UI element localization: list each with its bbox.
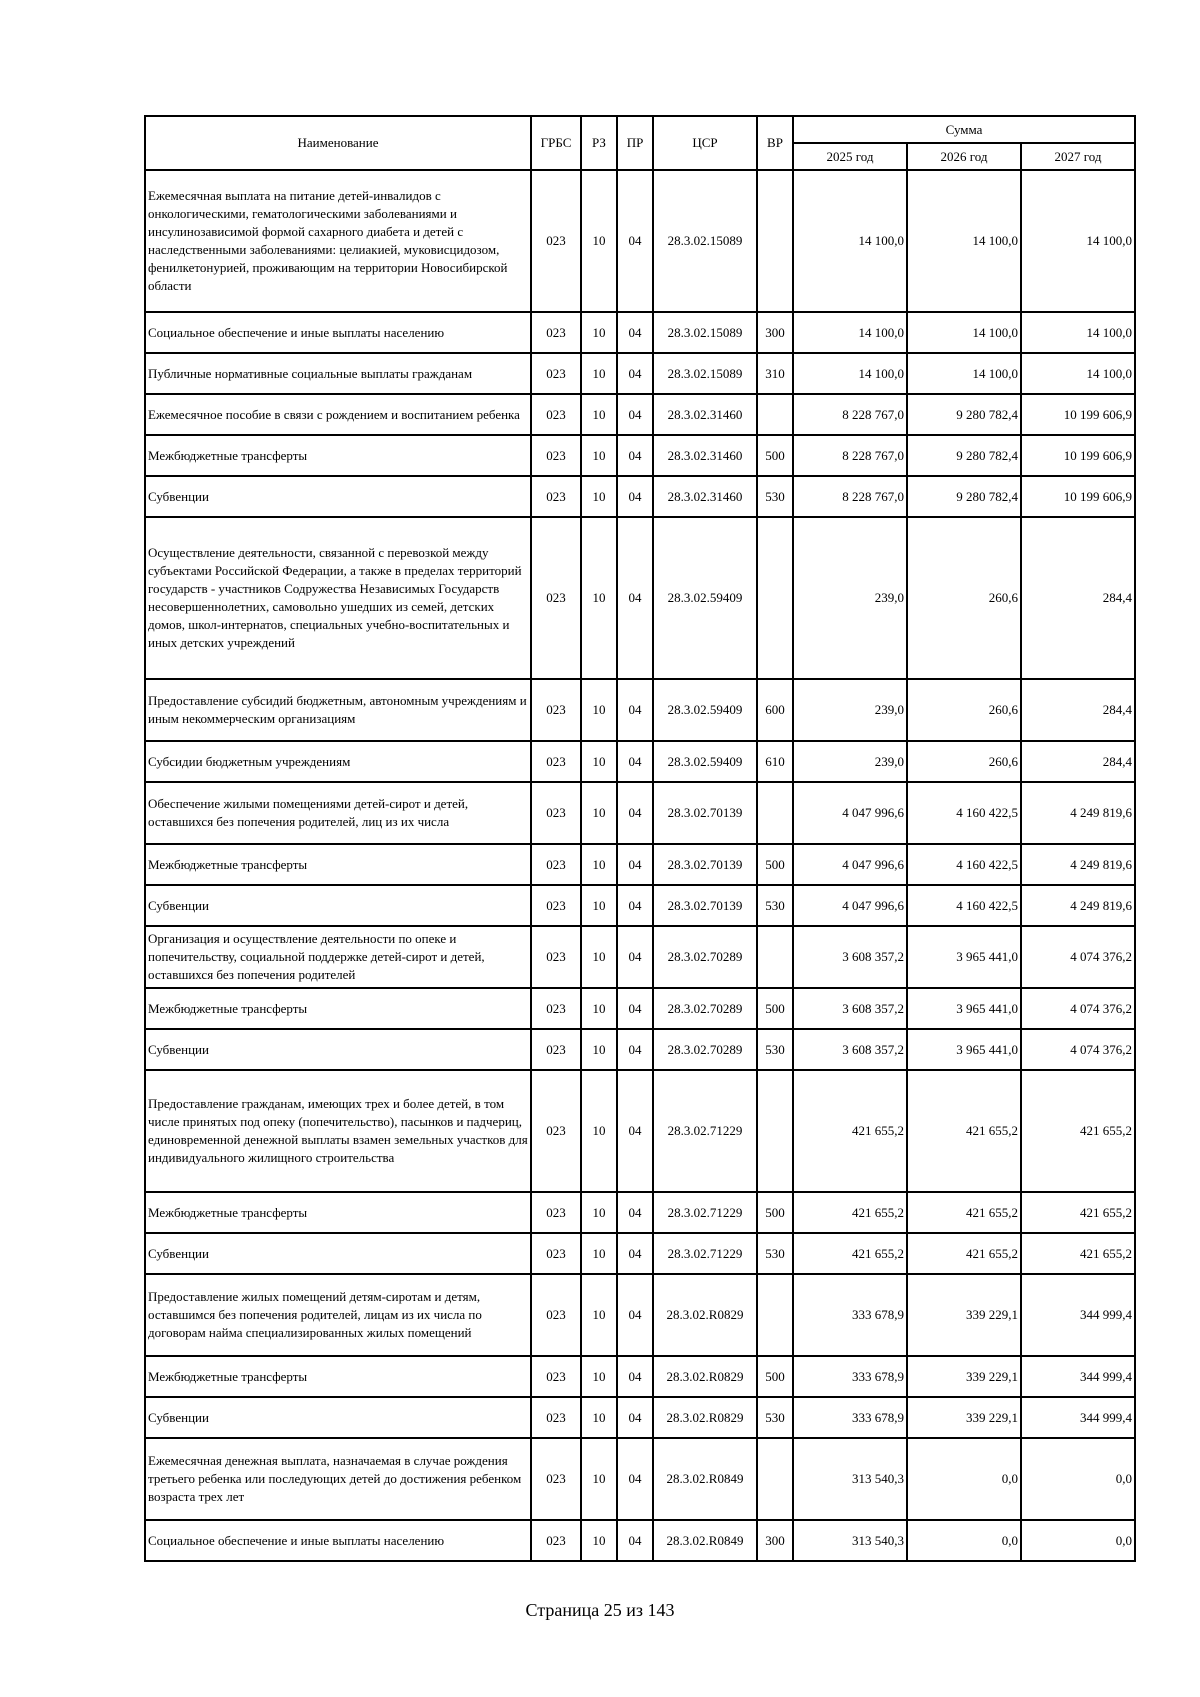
row-amount-2026: 3 965 441,0 [907, 926, 1021, 988]
row-rz: 10 [581, 1233, 617, 1274]
row-name: Субвенции [145, 476, 531, 517]
row-rz: 10 [581, 1397, 617, 1438]
row-amount-2027: 14 100,0 [1021, 312, 1135, 353]
row-amount-2027: 10 199 606,9 [1021, 394, 1135, 435]
row-name: Предоставление гражданам, имеющих трех и более детей, в том числе принятых под опеку (попечительство), пасынков и падчериц, единовременной денежной выплаты взамен земельных участков для индивидуального жилищного строительства [145, 1070, 531, 1192]
row-csr: 28.3.02.R0829 [653, 1274, 757, 1356]
row-pr: 04 [617, 926, 653, 988]
row-vr: 500 [757, 1192, 793, 1233]
header-year-2026: 2026 год [907, 143, 1021, 170]
row-amount-2027: 14 100,0 [1021, 170, 1135, 312]
row-grbs: 023 [531, 844, 581, 885]
table-row [145, 926, 1135, 988]
table-row [145, 476, 1135, 517]
row-amount-2026: 260,6 [907, 679, 1021, 741]
row-grbs: 023 [531, 885, 581, 926]
row-amount-2026: 421 655,2 [907, 1233, 1021, 1274]
row-rz: 10 [581, 679, 617, 741]
header-name: Наименование [145, 116, 531, 170]
row-pr: 04 [617, 844, 653, 885]
row-vr: 530 [757, 885, 793, 926]
row-rz: 10 [581, 517, 617, 679]
row-grbs: 023 [531, 1070, 581, 1192]
row-amount-2026: 4 160 422,5 [907, 885, 1021, 926]
row-rz: 10 [581, 170, 617, 312]
row-amount-2025: 8 228 767,0 [793, 435, 907, 476]
row-pr: 04 [617, 1029, 653, 1070]
header-year-2025: 2025 год [793, 143, 907, 170]
row-amount-2026: 0,0 [907, 1438, 1021, 1520]
row-name: Субвенции [145, 885, 531, 926]
table-header [145, 116, 1135, 170]
row-amount-2027: 4 249 819,6 [1021, 782, 1135, 844]
row-rz: 10 [581, 1192, 617, 1233]
row-name: Межбюджетные трансферты [145, 1192, 531, 1233]
row-rz: 10 [581, 741, 617, 782]
row-csr: 28.3.02.R0849 [653, 1520, 757, 1561]
table-row [145, 782, 1135, 844]
row-pr: 04 [617, 1438, 653, 1520]
row-name: Субвенции [145, 1397, 531, 1438]
row-amount-2025: 3 608 357,2 [793, 926, 907, 988]
row-amount-2025: 421 655,2 [793, 1233, 907, 1274]
row-amount-2026: 4 160 422,5 [907, 782, 1021, 844]
row-amount-2026: 9 280 782,4 [907, 394, 1021, 435]
row-grbs: 023 [531, 476, 581, 517]
row-amount-2025: 333 678,9 [793, 1274, 907, 1356]
table-row [145, 1029, 1135, 1070]
row-name: Предоставление субсидий бюджетным, автономным учреждениям и иным некоммерческим организациям [145, 679, 531, 741]
table-row [145, 1397, 1135, 1438]
row-vr [757, 1438, 793, 1520]
row-vr: 610 [757, 741, 793, 782]
row-name: Организация и осуществление деятельности по опеке и попечительству, социальной поддержке детей-сирот и детей, оставшихся без попечения родителей [145, 926, 531, 988]
row-grbs: 023 [531, 1397, 581, 1438]
row-vr: 310 [757, 353, 793, 394]
row-pr: 04 [617, 517, 653, 679]
row-csr: 28.3.02.70289 [653, 988, 757, 1029]
row-grbs: 023 [531, 312, 581, 353]
row-vr [757, 517, 793, 679]
row-grbs: 023 [531, 394, 581, 435]
row-amount-2026: 0,0 [907, 1520, 1021, 1561]
row-vr: 500 [757, 844, 793, 885]
row-amount-2026: 260,6 [907, 741, 1021, 782]
row-pr: 04 [617, 1233, 653, 1274]
row-amount-2027: 0,0 [1021, 1520, 1135, 1561]
table-row [145, 885, 1135, 926]
row-pr: 04 [617, 394, 653, 435]
row-rz: 10 [581, 988, 617, 1029]
row-amount-2025: 313 540,3 [793, 1520, 907, 1561]
row-csr: 28.3.02.15089 [653, 170, 757, 312]
row-amount-2026: 3 965 441,0 [907, 988, 1021, 1029]
row-grbs: 023 [531, 782, 581, 844]
row-amount-2026: 339 229,1 [907, 1274, 1021, 1356]
row-amount-2026: 260,6 [907, 517, 1021, 679]
table-row [145, 1070, 1135, 1192]
header-grbs: ГРБС [531, 116, 581, 170]
row-amount-2026: 14 100,0 [907, 312, 1021, 353]
row-amount-2025: 333 678,9 [793, 1397, 907, 1438]
row-amount-2025: 333 678,9 [793, 1356, 907, 1397]
row-rz: 10 [581, 926, 617, 988]
table-row [145, 394, 1135, 435]
row-amount-2025: 14 100,0 [793, 353, 907, 394]
row-rz: 10 [581, 782, 617, 844]
table-row [145, 988, 1135, 1029]
table-row [145, 1233, 1135, 1274]
row-amount-2025: 4 047 996,6 [793, 782, 907, 844]
row-vr: 300 [757, 1520, 793, 1561]
row-csr: 28.3.02.15089 [653, 353, 757, 394]
row-name: Субсидии бюджетным учреждениям [145, 741, 531, 782]
table-row [145, 1438, 1135, 1520]
row-amount-2027: 284,4 [1021, 679, 1135, 741]
row-csr: 28.3.02.R0849 [653, 1438, 757, 1520]
row-name: Ежемесячная денежная выплата, назначаемая в случае рождения третьего ребенка или последующих детей до достижения ребенком возраста трех лет [145, 1438, 531, 1520]
row-vr [757, 394, 793, 435]
row-amount-2026: 14 100,0 [907, 353, 1021, 394]
page-number: Страница 25 из 143 [525, 1600, 675, 1620]
row-pr: 04 [617, 435, 653, 476]
row-amount-2025: 4 047 996,6 [793, 885, 907, 926]
table-row [145, 679, 1135, 741]
row-rz: 10 [581, 1274, 617, 1356]
row-name: Ежемесячная выплата на питание детей-инвалидов с онкологическими, гематологическими заболеваниями и инсулинозависимой формой сахарного диабета и детей с наследственными заболеваниями: целиакией, муковисцидозом, фенилкетонурией, проживающим на территории Новосибирской области [145, 170, 531, 312]
row-pr: 04 [617, 476, 653, 517]
row-grbs: 023 [531, 1438, 581, 1520]
row-amount-2025: 239,0 [793, 679, 907, 741]
row-grbs: 023 [531, 170, 581, 312]
header-year-2027: 2027 год [1021, 143, 1135, 170]
row-grbs: 023 [531, 435, 581, 476]
row-vr: 530 [757, 1233, 793, 1274]
row-pr: 04 [617, 1520, 653, 1561]
row-amount-2026: 9 280 782,4 [907, 435, 1021, 476]
row-amount-2027: 4 074 376,2 [1021, 988, 1135, 1029]
row-vr: 500 [757, 988, 793, 1029]
row-grbs: 023 [531, 1029, 581, 1070]
row-vr: 530 [757, 1397, 793, 1438]
row-pr: 04 [617, 885, 653, 926]
row-grbs: 023 [531, 1356, 581, 1397]
row-vr [757, 1274, 793, 1356]
row-amount-2026: 9 280 782,4 [907, 476, 1021, 517]
row-rz: 10 [581, 1029, 617, 1070]
row-amount-2027: 284,4 [1021, 517, 1135, 679]
row-csr: 28.3.02.59409 [653, 517, 757, 679]
row-vr: 500 [757, 1356, 793, 1397]
table-row [145, 517, 1135, 679]
row-amount-2026: 14 100,0 [907, 170, 1021, 312]
row-name: Межбюджетные трансферты [145, 435, 531, 476]
table-row [145, 1520, 1135, 1561]
row-vr [757, 170, 793, 312]
row-vr: 500 [757, 435, 793, 476]
row-grbs: 023 [531, 1233, 581, 1274]
row-amount-2026: 421 655,2 [907, 1192, 1021, 1233]
row-csr: 28.3.02.71229 [653, 1233, 757, 1274]
row-pr: 04 [617, 1070, 653, 1192]
table-row [145, 170, 1135, 312]
row-pr: 04 [617, 1397, 653, 1438]
row-grbs: 023 [531, 741, 581, 782]
row-pr: 04 [617, 679, 653, 741]
table-row [145, 353, 1135, 394]
row-amount-2027: 10 199 606,9 [1021, 435, 1135, 476]
row-grbs: 023 [531, 926, 581, 988]
row-csr: 28.3.02.70289 [653, 926, 757, 988]
row-amount-2027: 10 199 606,9 [1021, 476, 1135, 517]
row-rz: 10 [581, 435, 617, 476]
header-vr: ВР [757, 116, 793, 170]
table-row [145, 1192, 1135, 1233]
table-row [145, 312, 1135, 353]
row-pr: 04 [617, 1192, 653, 1233]
row-name: Обеспечение жилыми помещениями детей-сирот и детей, оставшихся без попечения родителей, лиц из их числа [145, 782, 531, 844]
row-amount-2027: 344 999,4 [1021, 1356, 1135, 1397]
row-csr: 28.3.02.71229 [653, 1192, 757, 1233]
table-row [145, 1274, 1135, 1356]
row-pr: 04 [617, 170, 653, 312]
header-pr: ПР [617, 116, 653, 170]
row-amount-2025: 239,0 [793, 517, 907, 679]
header-rz: РЗ [581, 116, 617, 170]
header-sum: Сумма [793, 116, 1135, 143]
row-csr: 28.3.02.R0829 [653, 1397, 757, 1438]
row-name: Субвенции [145, 1029, 531, 1070]
row-amount-2027: 421 655,2 [1021, 1192, 1135, 1233]
row-name: Субвенции [145, 1233, 531, 1274]
row-amount-2025: 239,0 [793, 741, 907, 782]
row-amount-2025: 3 608 357,2 [793, 988, 907, 1029]
row-rz: 10 [581, 312, 617, 353]
row-csr: 28.3.02.31460 [653, 394, 757, 435]
row-amount-2027: 4 249 819,6 [1021, 844, 1135, 885]
table-row [145, 435, 1135, 476]
row-csr: 28.3.02.31460 [653, 435, 757, 476]
row-grbs: 023 [531, 517, 581, 679]
row-name: Межбюджетные трансферты [145, 844, 531, 885]
row-csr: 28.3.02.15089 [653, 312, 757, 353]
row-csr: 28.3.02.59409 [653, 679, 757, 741]
row-grbs: 023 [531, 679, 581, 741]
row-csr: 28.3.02.70139 [653, 885, 757, 926]
table-row [145, 1356, 1135, 1397]
row-csr: 28.3.02.70139 [653, 782, 757, 844]
row-name: Межбюджетные трансферты [145, 988, 531, 1029]
row-amount-2027: 0,0 [1021, 1438, 1135, 1520]
row-vr [757, 782, 793, 844]
row-amount-2025: 421 655,2 [793, 1192, 907, 1233]
row-pr: 04 [617, 1274, 653, 1356]
row-rz: 10 [581, 1356, 617, 1397]
row-csr: 28.3.02.70139 [653, 844, 757, 885]
row-amount-2025: 4 047 996,6 [793, 844, 907, 885]
row-rz: 10 [581, 885, 617, 926]
row-amount-2027: 4 074 376,2 [1021, 1029, 1135, 1070]
row-rz: 10 [581, 1520, 617, 1561]
row-name: Предоставление жилых помещений детям-сиротам и детям, оставшимся без попечения родителей, лицам из их числа по договорам найма специализированных жилых помещений [145, 1274, 531, 1356]
row-name: Межбюджетные трансферты [145, 1356, 531, 1397]
row-name: Социальное обеспечение и иные выплаты населению [145, 312, 531, 353]
row-amount-2026: 339 229,1 [907, 1356, 1021, 1397]
row-amount-2027: 421 655,2 [1021, 1070, 1135, 1192]
row-csr: 28.3.02.R0829 [653, 1356, 757, 1397]
row-csr: 28.3.02.70289 [653, 1029, 757, 1070]
row-amount-2027: 421 655,2 [1021, 1233, 1135, 1274]
row-rz: 10 [581, 844, 617, 885]
row-pr: 04 [617, 1356, 653, 1397]
table-body [145, 170, 1135, 1561]
row-amount-2027: 4 249 819,6 [1021, 885, 1135, 926]
row-amount-2025: 14 100,0 [793, 312, 907, 353]
row-name: Социальное обеспечение и иные выплаты населению [145, 1520, 531, 1561]
row-amount-2025: 14 100,0 [793, 170, 907, 312]
row-amount-2027: 344 999,4 [1021, 1274, 1135, 1356]
row-pr: 04 [617, 353, 653, 394]
table-row [145, 844, 1135, 885]
row-amount-2025: 8 228 767,0 [793, 476, 907, 517]
row-grbs: 023 [531, 988, 581, 1029]
row-csr: 28.3.02.59409 [653, 741, 757, 782]
row-amount-2025: 313 540,3 [793, 1438, 907, 1520]
row-amount-2026: 339 229,1 [907, 1397, 1021, 1438]
row-vr: 300 [757, 312, 793, 353]
row-amount-2027: 4 074 376,2 [1021, 926, 1135, 988]
row-grbs: 023 [531, 1274, 581, 1356]
row-amount-2025: 421 655,2 [793, 1070, 907, 1192]
row-amount-2026: 3 965 441,0 [907, 1029, 1021, 1070]
row-rz: 10 [581, 476, 617, 517]
row-csr: 28.3.02.31460 [653, 476, 757, 517]
header-csr: ЦСР [653, 116, 757, 170]
row-amount-2026: 4 160 422,5 [907, 844, 1021, 885]
row-name: Ежемесячное пособие в связи с рождением и воспитанием ребенка [145, 394, 531, 435]
row-rz: 10 [581, 1438, 617, 1520]
row-amount-2025: 3 608 357,2 [793, 1029, 907, 1070]
row-grbs: 023 [531, 353, 581, 394]
row-amount-2027: 14 100,0 [1021, 353, 1135, 394]
row-pr: 04 [617, 312, 653, 353]
budget-table [144, 115, 1136, 1562]
row-vr: 530 [757, 476, 793, 517]
row-rz: 10 [581, 1070, 617, 1192]
row-rz: 10 [581, 394, 617, 435]
row-pr: 04 [617, 988, 653, 1029]
row-rz: 10 [581, 353, 617, 394]
row-csr: 28.3.02.71229 [653, 1070, 757, 1192]
row-amount-2027: 344 999,4 [1021, 1397, 1135, 1438]
row-grbs: 023 [531, 1520, 581, 1561]
row-amount-2027: 284,4 [1021, 741, 1135, 782]
row-pr: 04 [617, 741, 653, 782]
row-pr: 04 [617, 782, 653, 844]
row-grbs: 023 [531, 1192, 581, 1233]
row-name: Осуществление деятельности, связанной с перевозкой между субъектами Российской Федерации, а также в пределах территорий государств - участников Содружества Независимых Государств несовершеннолетних, самовольно ушедших из семей, детских домов, школ-интернатов, специальных учебно-воспитательных и иных детских учреждений [145, 517, 531, 679]
table-row [145, 741, 1135, 782]
row-name: Публичные нормативные социальные выплаты гражданам [145, 353, 531, 394]
row-vr [757, 926, 793, 988]
row-vr: 530 [757, 1029, 793, 1070]
row-vr: 600 [757, 679, 793, 741]
row-amount-2026: 421 655,2 [907, 1070, 1021, 1192]
row-vr [757, 1070, 793, 1192]
row-amount-2025: 8 228 767,0 [793, 394, 907, 435]
